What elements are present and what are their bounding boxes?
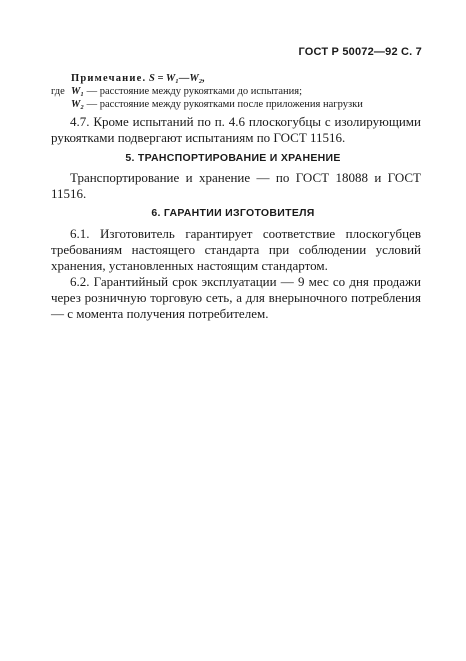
paragraph-6-2: 6.2. Гарантийный срок эксплуатации — 9 мес со дня продажи через розничную торговую сеть, а для внерыночного потребления — с момента получения потребителем. xyxy=(51,274,421,321)
note-where: где xyxy=(51,86,65,97)
note-w1-line xyxy=(71,86,302,97)
w2-symbol: W₂ xyxy=(71,99,84,110)
note-formula: S = W₁—W₂, xyxy=(149,73,206,84)
paragraph-6-1: 6.1. Изготовитель гарантирует соответствие плоскогубцев требованиям настоящего стандарта при соблюдении условий хранения, установленных настоящим стандартом. xyxy=(51,226,421,273)
section-5-text: Транспортирование и хранение — по ГОСТ 18088 и ГОСТ 11516. xyxy=(51,170,421,201)
w1-text: — расстояние между рукоятками до испытания; xyxy=(86,86,303,97)
note-label: Примечание. xyxy=(71,73,147,84)
note-w2-line xyxy=(71,99,363,110)
paragraph-4-7: 4.7. Кроме испытаний по п. 4.6 плоскогубцы с изолирующими рукоятками подвергают испытаниям по ГОСТ 11516. xyxy=(51,114,421,145)
w1-symbol: W₁ xyxy=(71,86,84,97)
section-6-heading: 6. ГАРАНТИИ ИЗГОТОВИТЕЛЯ xyxy=(151,207,315,219)
section-5-heading: 5. ТРАНСПОРТИРОВАНИЕ И ХРАНЕНИЕ xyxy=(125,152,341,164)
w2-text: — расстояние между рукоятками после приложения нагрузки xyxy=(86,99,363,110)
running-header: ГОСТ Р 50072—92 С. 7 xyxy=(298,46,422,58)
note-title xyxy=(71,73,205,84)
